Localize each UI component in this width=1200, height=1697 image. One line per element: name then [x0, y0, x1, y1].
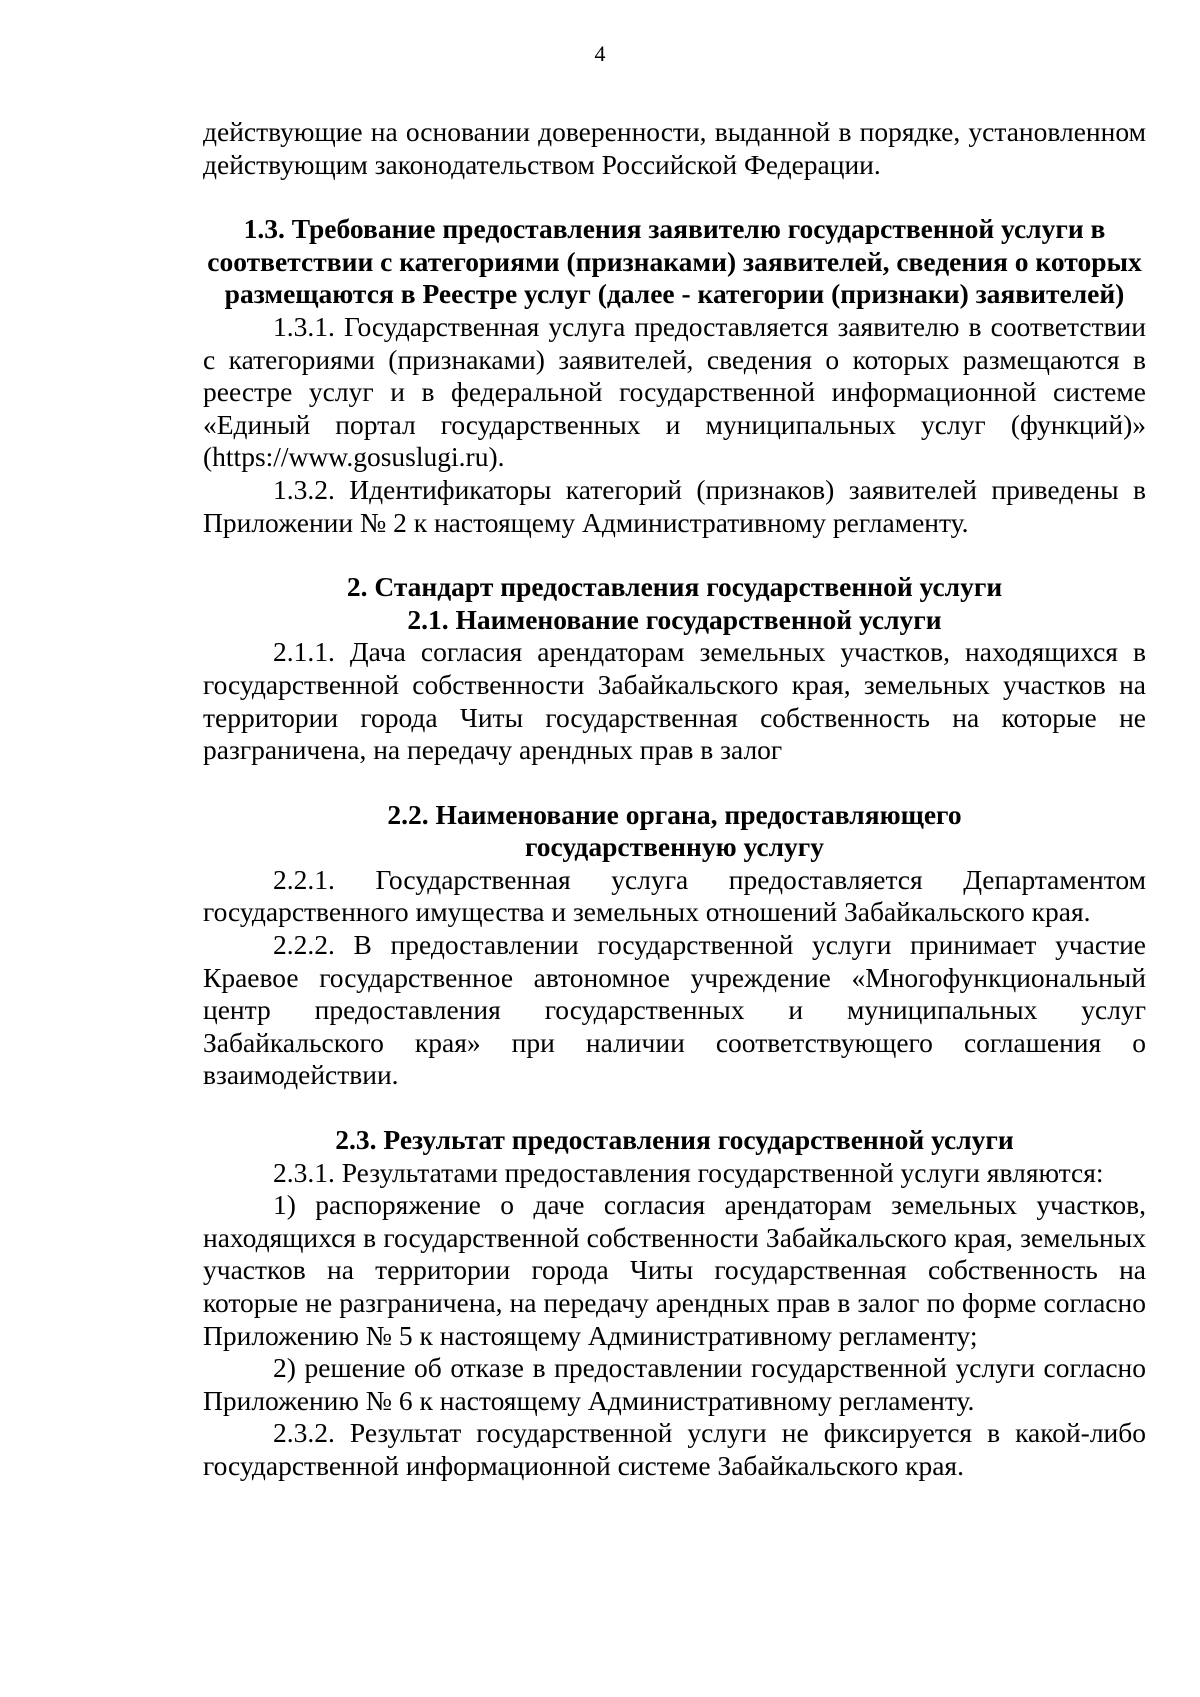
- paragraph-2-2-2: 2.2.2. В предоставлении государственной услуги принимает участие Краевое государственное автономное учреждение «Многофункциональный центр предоставления государственных и муниципальных услуг Забайкальского края» при наличии соответствующего соглашения о взаимодействии.: [203, 929, 1146, 1091]
- paragraph-2-3-2: 2.3.2. Результат государственной услуги не фиксируется в какой-либо государственной информационной системе Забайкальского края.: [203, 1417, 1146, 1481]
- section-2-heading: 2. Стандарт предоставления государственной услуги: [346, 571, 1003, 603]
- paragraph-2-3-1: 2.3.1. Результатами предоставления государственной услуги являются:: [273, 1156, 1104, 1188]
- paragraph-2-1-1: 2.1.1. Дача согласия арендаторам земельных участков, находящихся в государственной собственности Забайкальского края, земельных участков на территории города Читы государственная собственность на которые не разграничена, на передачу арендных прав в залог: [203, 636, 1146, 766]
- document-body: [203, 116, 1146, 1483]
- paragraph-1-3-2: 1.3.2. Идентификаторы категорий (признаков) заявителей приведены в Приложении № 2 к настоящему Административному регламенту.: [203, 473, 1146, 538]
- section-1-3-heading: 1.3. Требование предоставления заявителю государственной услуги в соответствии с категориями (признаками) заявителей, сведения о которых размещаются в Реестре услуг (далее - категории (признаки) заявителей): [207, 213, 1142, 310]
- section-2-1-heading: 2.1. Наименование государственной услуги: [407, 603, 942, 635]
- page-number: 4: [594, 41, 606, 66]
- list-item-2-3-1-2: 2) решение об отказе в предоставлении государственной услуги согласно Приложению № 6 к настоящему Административному регламенту.: [203, 1352, 1146, 1416]
- paragraph-1-3-1: 1.3.1. Государственная услуга предоставляется заявителю в соответствии с категориями (признаками) заявителей, сведения о которых размещаются в реестре услуг и в федеральной государственной информационной системе «Единый портал государственных и муниципальных услуг (функций)» (https://www.gosuslugi.ru).: [203, 310, 1146, 473]
- section-2-2-heading-line2: государственную услугу: [525, 831, 824, 863]
- list-item-2-3-1-1: 1) распоряжение о даче согласия арендаторам земельных участков, находящихся в государственной собственности Забайкальского края, земельных участков на территории города Читы государственная собственность на которые не разграничена, на передачу арендных прав в залог по форме согласно Приложению № 5 к настоящему Административному регламенту;: [203, 1189, 1146, 1351]
- paragraph-2-2-1: 2.2.1. Государственная услуга предоставляется Департаментом государственного имущества и земельных отношений Забайкальского края.: [203, 863, 1146, 928]
- section-2-3-heading: 2.3. Результат предоставления государственной услуги: [335, 1124, 1014, 1156]
- continuation-paragraph: действующие на основании доверенности, выданной в порядке, установленном действующим законодательством Российской Федерации.: [203, 116, 1146, 180]
- section-2-2-heading-line1: 2.2. Наименование органа, предоставляющего: [387, 798, 962, 830]
